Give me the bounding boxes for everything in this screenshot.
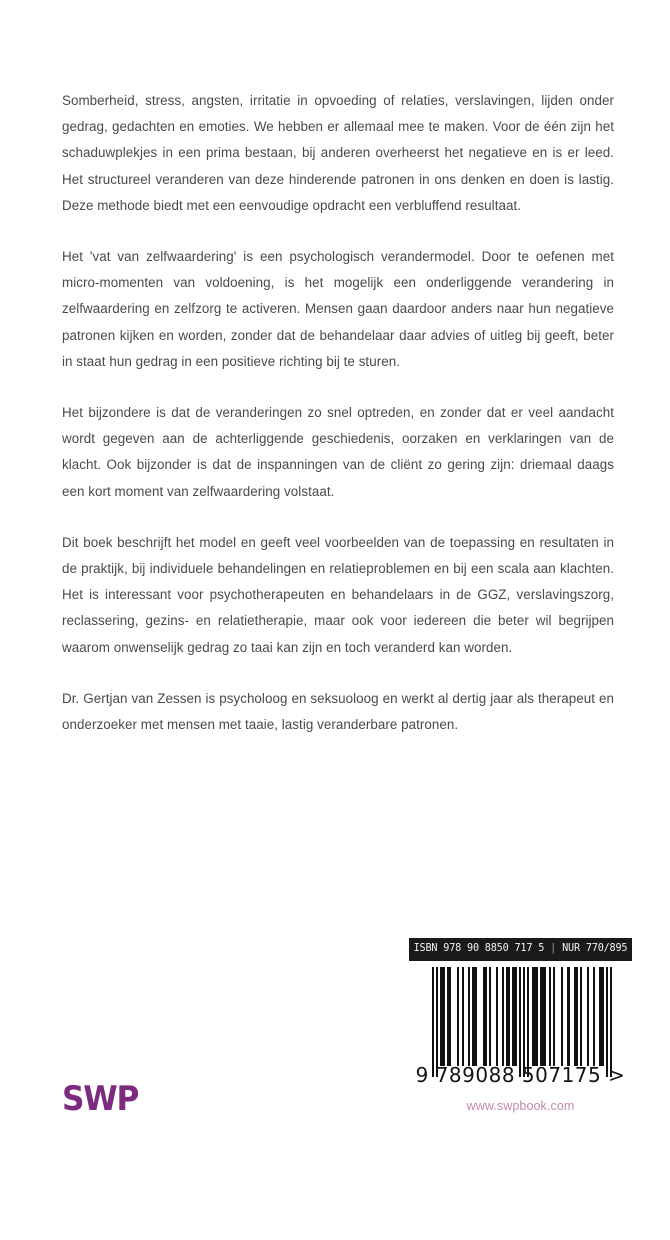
publisher-website-url: www.swpbook.com — [466, 1099, 575, 1113]
isbn-separator: | — [550, 943, 557, 955]
blurb-text-block — [62, 88, 614, 738]
barcode-digits: 9 789088 507175 > — [415, 1063, 626, 1087]
isbn-nur-bar — [409, 938, 632, 961]
author-bio-paragraph: Dr. Gertjan van Zessen is psycholoog en seksuoloog en werkt al dertig jaar als therapeut en onderzoeker met mensen met taaie, lastig veranderbare patronen. — [62, 690, 614, 733]
blurb-paragraph-3: Het bijzondere is dat de veranderingen zo snel optreden, en zonder dat er veel aandacht wordt gegeven aan de achterliggende geschiedenis, oorzaken en verklaringen van de klacht. Ook bijzonder is dat de inspanningen van de cliënt zo gering zijn: driemaal daags een kort moment van zelfwaardering volstaat. — [62, 405, 614, 499]
isbn-number: ISBN 978 90 8850 717 5 — [413, 943, 545, 955]
nur-code: NUR 770/895 — [562, 943, 628, 955]
ean13-barcode-image — [432, 967, 612, 1077]
barcode-area — [409, 967, 632, 1113]
blurb-paragraph-1: Somberheid, stress, angsten, irritatie in opvoeding of relaties, verslavingen, lijden onder gedrag, gedachten en emoties. We hebben er allemaal mee te maken. Voor de één zijn het schaduwplekjes in een prima bestaan, bij anderen overheerst het negatieve en is er leed. Het structureel veranderen van deze hinderende patronen in ons denken en doen is lastig. Deze methode biedt met een eenvoudige opdracht een verbluffend resultaat. — [62, 93, 614, 213]
blurb-paragraph-4: Dit boek beschrijft het model en geeft veel voorbeelden van de toepassing en resultaten in de praktijk, bij individuele behandelingen en relatieproblemen en bij een scala aan klachten. Het is interessant voor psychotherapeuten en behandelaars in de GGZ, verslavingszorg, reclassering, gezins- en relatietherapie, maar ook voor iedereen die beter wil begrijpen waarom onwenselijk gedrag zo taai kan zijn en toch veranderd kan worden. — [62, 534, 614, 655]
swp-publisher-logo: SWP — [62, 1079, 139, 1119]
blurb-paragraph-2: Het 'vat van zelfwaardering' is een psychologisch verandermodel. Door te oefenen met micro-momenten van voldoening, is het mogelijk een onderliggende verandering in zelfwaardering en zelfzorg te activeren. Mensen gaan daardoor anders naar hun negatieve patronen kijken en worden, zonder dat de behandelaar daar advies of uitleg bij geeft, beter in staat hun gedrag in een positieve richting bij te sturen. — [62, 249, 614, 369]
isbn-barcode-block — [409, 938, 632, 1113]
